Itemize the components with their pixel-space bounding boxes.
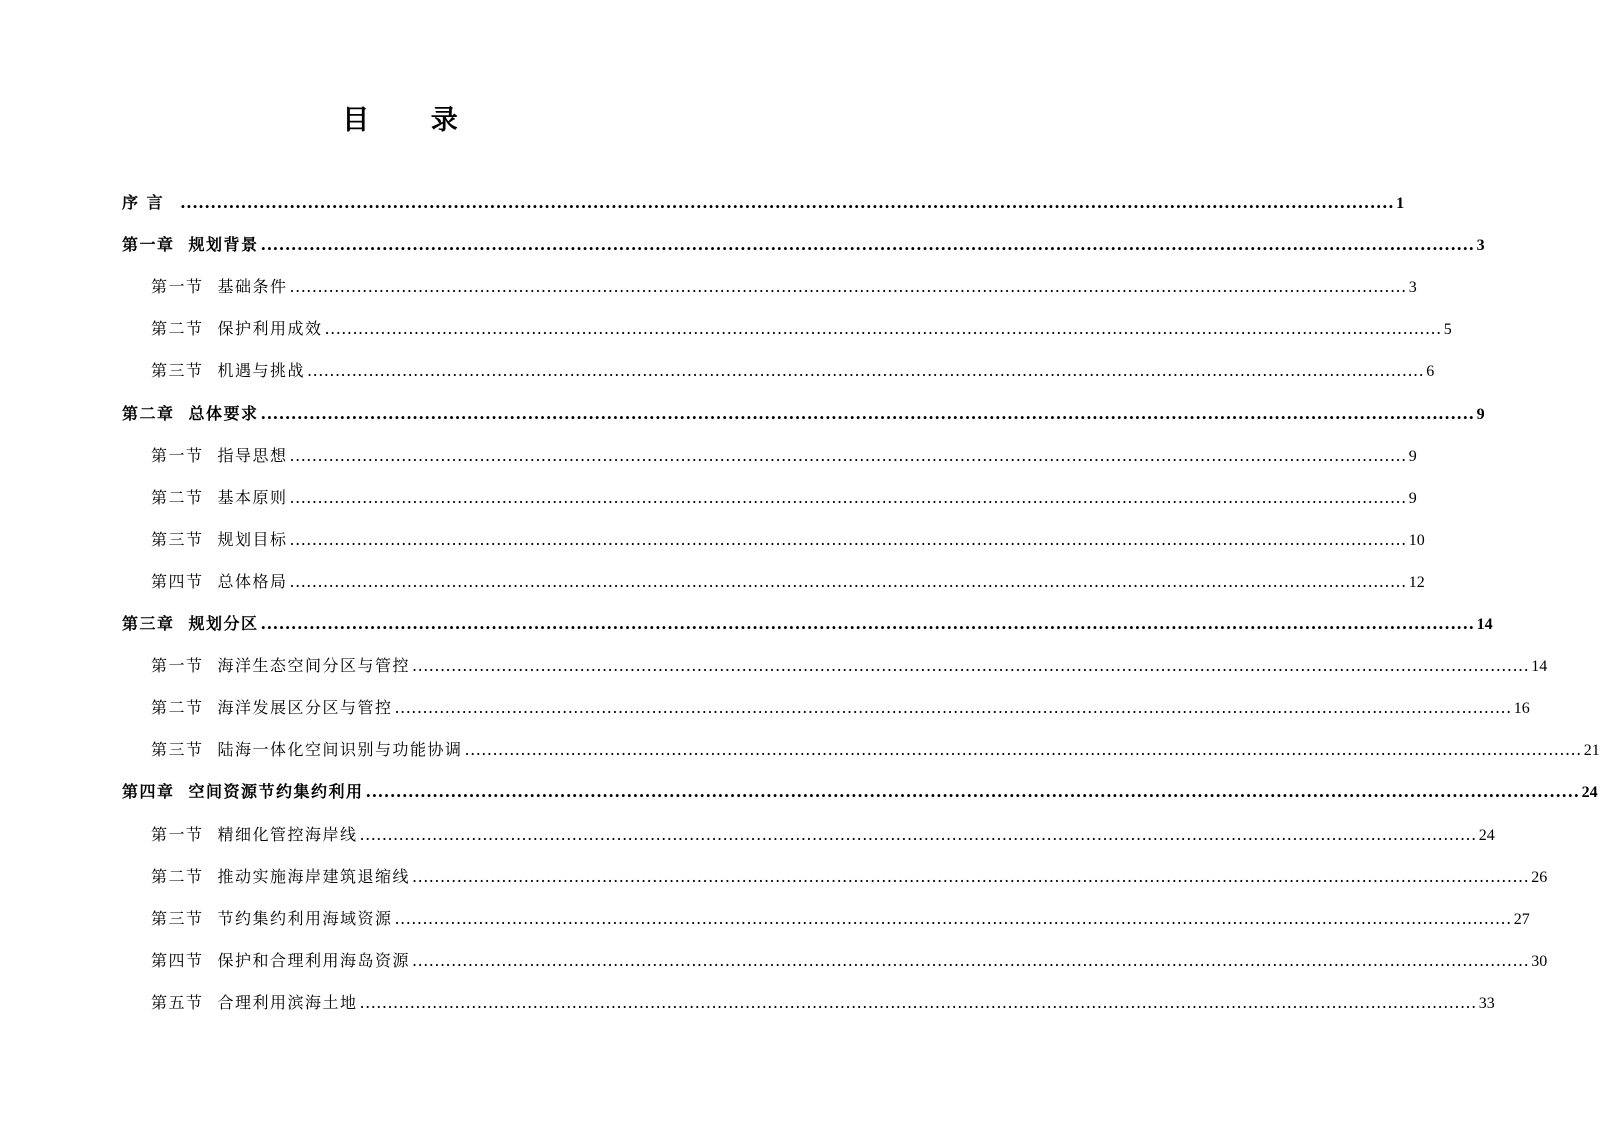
toc-entry-title: 总体要求 — [188, 403, 259, 423]
toc-chapter-entry[interactable] — [122, 772, 1598, 812]
toc-page-number: 1 — [1396, 195, 1405, 212]
toc-leader-dots: ........................................................................................................................................................................................................ — [394, 908, 1512, 928]
toc-entry-number: 第二节 — [151, 487, 204, 507]
toc-leader-dots: ........................................................................................................................................................................................................ — [289, 445, 1407, 465]
toc-page-number: 33 — [1478, 994, 1495, 1012]
toc-page-number: 3 — [1476, 237, 1485, 255]
toc-leader-dots: ........................................................................................................................................................................................................ — [260, 235, 1475, 255]
toc-page-number: 16 — [1513, 700, 1530, 718]
toc-entry-title: 规划目标 — [217, 529, 288, 549]
toc-entry-label — [151, 815, 358, 855]
toc-entry-label — [151, 941, 410, 981]
toc-entry-title: 基础条件 — [217, 277, 288, 297]
toc-entry-label — [151, 562, 288, 602]
toc-leader-dots: ........................................................................................................................................................................................................ — [289, 487, 1407, 507]
toc-entry-label — [151, 899, 393, 939]
toc-section-entry[interactable] — [151, 983, 1495, 1023]
toc-entry-number: 第一节 — [151, 445, 204, 465]
toc-leader-dots: ........................................................................................................................................................................................................ — [412, 950, 1530, 970]
toc-entry-title: 海洋生态空间分区与管控 — [217, 656, 411, 676]
toc-chapter-entry[interactable] — [122, 225, 1485, 265]
toc-page-number: 30 — [1531, 952, 1548, 970]
toc-entry-title: 总体格局 — [217, 571, 288, 591]
toc-leader-dots: ........................................................................................................................................................................................................ — [260, 614, 1475, 633]
toc-entry-label — [122, 225, 259, 265]
toc-entry-label — [151, 983, 358, 1023]
toc-page-number: 14 — [1531, 658, 1548, 676]
toc-chapter-entry[interactable] — [122, 604, 1493, 644]
toc-page-number: 5 — [1443, 321, 1452, 339]
toc-entry-number: 第三章 — [122, 614, 175, 633]
toc-entry-title: 保护和合理利用海岛资源 — [217, 950, 411, 970]
toc-section-entry[interactable] — [151, 646, 1548, 686]
toc-leader-dots: ........................................................................................................................................................................................................ — [180, 193, 1395, 212]
toc-section-entry[interactable] — [151, 857, 1548, 897]
toc-leader-dots: ........................................................................................................................................................................................................ — [289, 571, 1407, 591]
toc-leader-dots: ........................................................................................................................................................................................................ — [324, 319, 1442, 339]
toc-page-number: 3 — [1408, 279, 1417, 297]
toc-entry-title: 机遇与挑战 — [217, 361, 306, 381]
toc-entry-number: 第二节 — [151, 866, 204, 886]
toc-section-entry[interactable] — [151, 899, 1530, 939]
toc-entry-number: 第五节 — [151, 992, 204, 1012]
toc-entry-label — [151, 436, 288, 476]
toc-entry-number: 第四节 — [151, 571, 204, 591]
toc-page-number: 26 — [1531, 868, 1548, 886]
toc-leader-dots: ........................................................................................................................................................................................................ — [359, 824, 1477, 844]
toc-leader-dots: ........................................................................................................................................................................................................ — [412, 656, 1530, 676]
toc-entry-number: 第三节 — [151, 908, 204, 928]
toc-entry-title: 空间资源节约集约利用 — [188, 782, 364, 802]
toc-entry-label — [151, 520, 288, 560]
toc-section-entry[interactable] — [151, 730, 1600, 770]
toc-page-number: 14 — [1476, 616, 1493, 633]
toc-entry-number: 序 言 — [122, 193, 165, 212]
toc-chapter-entry[interactable] — [122, 394, 1485, 434]
toc-section-entry[interactable] — [151, 688, 1530, 728]
toc-section-entry[interactable] — [151, 941, 1548, 981]
toc-leader-dots: ........................................................................................................................................................................................................ — [365, 782, 1580, 802]
toc-entry-number: 第一节 — [151, 656, 204, 676]
toc-section-entry[interactable] — [151, 562, 1425, 602]
toc-section-entry[interactable] — [151, 309, 1452, 349]
toc-entry-number: 第三节 — [151, 529, 204, 549]
toc-page-number: 24 — [1478, 826, 1495, 844]
toc-entry-number: 第二章 — [122, 403, 175, 423]
toc-section-entry[interactable] — [151, 351, 1435, 391]
toc-entry-label — [151, 351, 305, 391]
toc-page-number: 21 — [1583, 742, 1600, 760]
toc-entry-label — [122, 772, 364, 812]
toc-leader-dots: ........................................................................................................................................................................................................ — [359, 992, 1477, 1012]
toc-entry-label — [151, 646, 410, 686]
toc-entry-title: 海洋发展区分区与管控 — [217, 698, 393, 718]
toc-page-number: 27 — [1513, 910, 1530, 928]
toc-leader-dots: ........................................................................................................................................................................................................ — [412, 866, 1530, 886]
toc-entry-title: 推动实施海岸建筑退缩线 — [217, 866, 411, 886]
toc-entry-title: 保护利用成效 — [217, 319, 323, 339]
toc-entry-number: 第一章 — [122, 235, 175, 255]
page-title: 目 录 — [342, 105, 484, 136]
toc-entry-label — [122, 183, 178, 223]
toc-entry-title: 规划分区 — [188, 614, 259, 633]
toc-leader-dots: ........................................................................................................................................................................................................ — [289, 529, 1407, 549]
toc-entry-label — [151, 730, 463, 770]
toc-entry-title: 节约集约利用海域资源 — [217, 908, 393, 928]
toc-page-number: 9 — [1408, 489, 1417, 507]
toc-entry-number: 第三节 — [151, 740, 204, 760]
toc-entry-number: 第一节 — [151, 277, 204, 297]
toc-entry-number: 第四节 — [151, 950, 204, 970]
toc-page-number: 6 — [1426, 363, 1435, 381]
toc-section-entry[interactable] — [151, 815, 1495, 855]
toc-entry-label — [122, 604, 259, 644]
toc-entry-number: 第二节 — [151, 319, 204, 339]
toc-leader-dots: ........................................................................................................................................................................................................ — [394, 698, 1512, 718]
toc-leader-dots: ........................................................................................................................................................................................................ — [307, 361, 1425, 381]
toc-entry-label — [151, 688, 393, 728]
toc-chapter-entry[interactable] — [122, 183, 1405, 223]
toc-entry-label — [151, 478, 288, 518]
toc-entry-label — [122, 394, 259, 434]
toc-entry-title: 陆海一体化空间识别与功能协调 — [217, 740, 463, 760]
toc-page-number: 9 — [1476, 405, 1485, 423]
toc-entry-number: 第四章 — [122, 782, 175, 802]
toc-entry-label — [151, 857, 410, 897]
toc-page-number: 10 — [1408, 531, 1425, 549]
toc-leader-dots: ........................................................................................................................................................................................................ — [260, 403, 1475, 423]
toc-entry-title: 精细化管控海岸线 — [217, 824, 358, 844]
toc-entry-title: 指导思想 — [217, 445, 288, 465]
toc-entry-title: 基本原则 — [217, 487, 288, 507]
toc-entry-title: 合理利用滨海土地 — [217, 992, 358, 1012]
toc-entry-label — [151, 267, 288, 307]
toc-section-entry[interactable] — [151, 267, 1417, 307]
toc-section-entry[interactable] — [151, 478, 1417, 518]
toc-entry-number: 第一节 — [151, 824, 204, 844]
toc-entry-title: 规划背景 — [188, 235, 259, 255]
toc-leader-dots: ........................................................................................................................................................................................................ — [464, 740, 1582, 760]
toc-page-number: 12 — [1408, 573, 1425, 591]
toc-page-number: 24 — [1581, 784, 1598, 802]
toc-leader-dots: ........................................................................................................................................................................................................ — [289, 277, 1407, 297]
toc-entry-number: 第三节 — [151, 361, 204, 381]
toc-section-entry[interactable] — [151, 436, 1417, 476]
toc-page-number: 9 — [1408, 447, 1417, 465]
toc-section-entry[interactable] — [151, 520, 1425, 560]
toc-entry-number: 第二节 — [151, 698, 204, 718]
toc-entry-label — [151, 309, 323, 349]
